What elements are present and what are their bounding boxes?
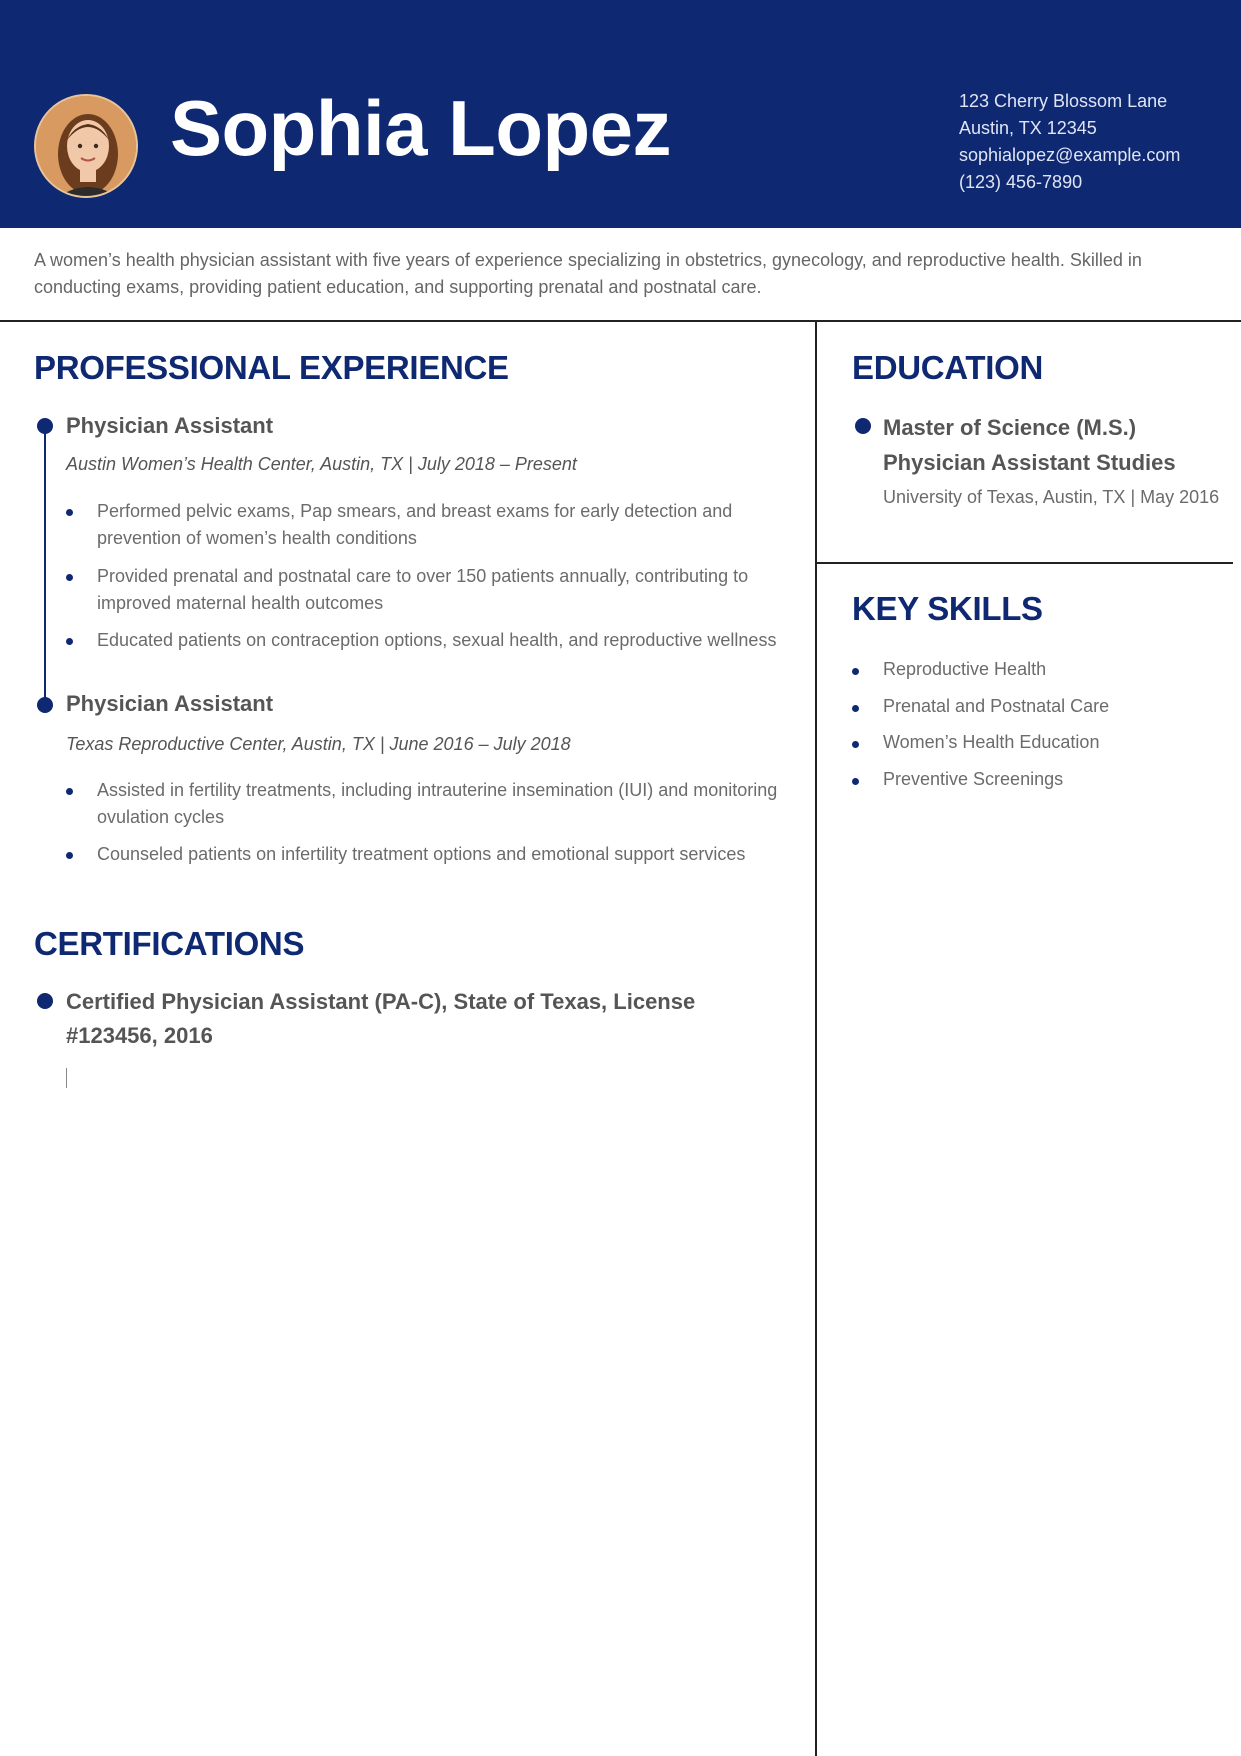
bullet-dot — [66, 788, 73, 795]
job-bullet: Performed pelvic exams, Pap smears, and breast exams for early detection and prevention of women’s health conditions — [97, 501, 733, 548]
header-banner — [0, 0, 1241, 228]
experience-heading: PROFESSIONAL EXPERIENCE — [34, 349, 509, 386]
candidate-name: Sophia Lopez — [170, 84, 671, 172]
divider-vertical — [815, 321, 817, 1756]
skill-item: Prenatal and Postnatal Care — [883, 696, 1110, 716]
certifications-heading: CERTIFICATIONS — [34, 925, 305, 962]
bullet-dot — [852, 778, 859, 785]
avatar — [34, 94, 138, 198]
address-line-1: 123 Cherry Blossom Lane — [959, 91, 1168, 111]
contact-info — [959, 88, 1180, 196]
job-title: Physician Assistant — [66, 413, 274, 438]
profile-photo-icon — [36, 96, 138, 198]
certification-item: Certified Physician Assistant (PA-C), State of Texas, License #123456, 2016 — [66, 989, 696, 1048]
bullet-dot — [66, 509, 73, 516]
job-bullet: Provided prenatal and postnatal care to over 150 patients annually, contributing to improved maternal health outcomes — [97, 566, 749, 613]
job-meta: Texas Reproductive Center, Austin, TX | June 2016 – July 2018 — [66, 734, 571, 754]
timeline-dot — [37, 697, 53, 713]
divider-right-column — [817, 562, 1233, 564]
timeline-line — [44, 426, 46, 706]
timeline-dot — [37, 993, 53, 1009]
summary: A women’s health physician assistant with five years of experience specializing in obstetrics, gynecology, and reproductive health. Skilled in conducting exams, providing patient education, and supporting prenatal and postnatal care. — [34, 250, 1142, 297]
skill-item: Reproductive Health — [883, 659, 1047, 679]
education-meta: University of Texas, Austin, TX | May 2016 — [883, 487, 1220, 507]
address-line-2: Austin, TX 12345 — [959, 118, 1097, 138]
job-meta: Austin Women’s Health Center, Austin, TX | July 2018 – Present — [66, 454, 577, 474]
degree: Master of Science (M.S.) Physician Assistant Studies — [883, 415, 1176, 475]
bullet-dot — [852, 741, 859, 748]
divider-horizontal — [0, 320, 1241, 322]
bullet-dot — [852, 668, 859, 675]
skill-item: Preventive Screenings — [883, 769, 1064, 789]
email: sophialopez@example.com — [959, 145, 1181, 165]
bullet-dot — [66, 574, 73, 581]
phone: (123) 456-7890 — [959, 172, 1083, 192]
skill-item: Women’s Health Education — [883, 732, 1100, 752]
text-cursor — [66, 1068, 67, 1088]
bullet-dot — [66, 638, 73, 645]
education-heading: EDUCATION — [852, 349, 1044, 386]
timeline-dot — [855, 418, 871, 434]
job-title: Physician Assistant — [66, 691, 274, 716]
job-bullet: Educated patients on contraception options, sexual health, and reproductive wellness — [97, 630, 777, 650]
bullet-dot — [66, 852, 73, 859]
job-bullet: Assisted in fertility treatments, including intrauterine insemination (IUI) and monitoring ovulation cycles — [97, 780, 778, 827]
bullet-dot — [852, 705, 859, 712]
timeline-dot — [37, 418, 53, 434]
job-bullet: Counseled patients on infertility treatment options and emotional support services — [97, 844, 746, 864]
skills-heading: KEY SKILLS — [852, 590, 1043, 627]
